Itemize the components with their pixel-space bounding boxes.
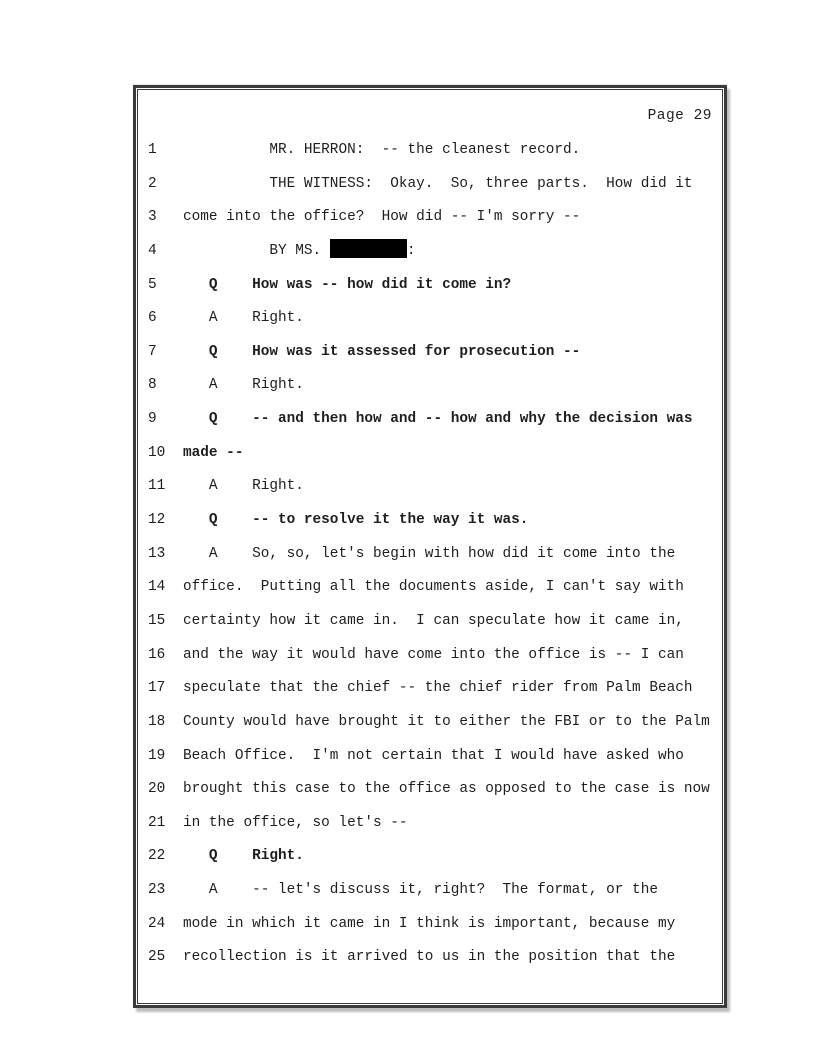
transcript-line: [138, 908, 722, 942]
line-text: Beach Office. I'm not certain that I would have asked who: [183, 747, 684, 764]
line-number: 22: [148, 848, 166, 865]
line-text: A Right.: [183, 310, 304, 327]
line-number: 12: [148, 512, 166, 529]
transcript-page: [133, 85, 727, 1008]
transcript-line: [138, 437, 722, 471]
transcript-line: [138, 235, 722, 269]
line-number: 25: [148, 949, 166, 966]
transcript-line: [138, 168, 722, 202]
line-number: 10: [148, 444, 166, 461]
line-number: 18: [148, 713, 166, 730]
line-text: recollection is it arrived to us in the position that the: [183, 949, 676, 966]
page-inner-border: [137, 89, 723, 1004]
line-text: Q How was it assessed for prosecution --: [183, 343, 581, 360]
line-text: come into the office? How did -- I'm sorry --: [183, 209, 581, 226]
transcript-line: [138, 134, 722, 168]
line-number: 5: [148, 276, 157, 293]
line-number: 24: [148, 915, 166, 932]
transcript-line: [138, 740, 722, 774]
line-text: speculate that the chief -- the chief rider from Palm Beach: [183, 680, 693, 697]
line-text: A So, so, let's begin with how did it come into the: [183, 545, 676, 562]
line-text: office. Putting all the documents aside, I can't say with: [183, 579, 684, 596]
transcript-line: [138, 605, 722, 639]
transcript-line: [138, 201, 722, 235]
line-text: Q Right.: [183, 848, 304, 865]
transcript-line: [138, 941, 722, 975]
page-number: Page 29: [647, 108, 712, 124]
line-text: in the office, so let's --: [183, 814, 408, 831]
line-text: A -- let's discuss it, right? The format, or the: [183, 882, 658, 899]
transcript-line: [138, 470, 722, 504]
transcript-line: [138, 369, 722, 403]
line-number: 9: [148, 411, 157, 428]
line-number: 7: [148, 343, 157, 360]
line-text: A Right.: [183, 478, 304, 495]
line-text: County would have brought it to either the FBI or to the Palm: [183, 713, 710, 730]
line-text-before-redaction: BY MS.: [183, 242, 330, 259]
line-text: made --: [183, 444, 244, 461]
transcript-lines: [138, 134, 722, 975]
line-text: Q How was -- how did it come in?: [183, 276, 512, 293]
line-text: Q -- and then how and -- how and why the decision was: [183, 411, 693, 428]
transcript-line: [138, 538, 722, 572]
line-number: 1: [148, 142, 157, 158]
transcript-line: [138, 773, 722, 807]
transcript-line: [138, 302, 722, 336]
transcript-line: [138, 336, 722, 370]
line-text: certainty how it came in. I can speculate how it came in,: [183, 612, 684, 629]
line-number: 16: [148, 646, 166, 663]
line-text: THE WITNESS: Okay. So, three parts. How did it: [183, 175, 693, 192]
line-number: 14: [148, 579, 166, 596]
line-number: 6: [148, 310, 157, 327]
line-text: [183, 235, 722, 269]
line-text: mode in which it came in I think is important, because my: [183, 915, 676, 932]
line-number: 13: [148, 545, 166, 562]
line-text: Q -- to resolve it the way it was.: [183, 512, 529, 529]
line-text: MR. HERRON: -- the cleanest record.: [183, 142, 581, 158]
line-number: 15: [148, 612, 166, 629]
line-number: 2: [148, 175, 157, 192]
line-number: 23: [148, 882, 166, 899]
line-number: 8: [148, 377, 157, 394]
line-number: 4: [148, 242, 157, 259]
line-text: brought this case to the office as opposed to the case is now: [183, 781, 710, 798]
redaction-box: [330, 239, 407, 258]
transcript-line: [138, 672, 722, 706]
transcript-line: [138, 571, 722, 605]
line-number: 17: [148, 680, 166, 697]
transcript-line: [138, 807, 722, 841]
transcript-line: [138, 504, 722, 538]
line-number: 21: [148, 814, 166, 831]
line-text: A Right.: [183, 377, 304, 394]
transcript-line: [138, 706, 722, 740]
line-text: and the way it would have come into the office is -- I can: [183, 646, 684, 663]
line-number: 11: [148, 478, 166, 495]
line-text-after-redaction: :: [406, 242, 416, 259]
line-number: 3: [148, 209, 157, 226]
line-number: 19: [148, 747, 166, 764]
transcript-line: [138, 874, 722, 908]
transcript-line: [138, 639, 722, 673]
transcript-line: [138, 840, 722, 874]
transcript-line: [138, 403, 722, 437]
line-number: 20: [148, 781, 166, 798]
transcript-line: [138, 269, 722, 303]
